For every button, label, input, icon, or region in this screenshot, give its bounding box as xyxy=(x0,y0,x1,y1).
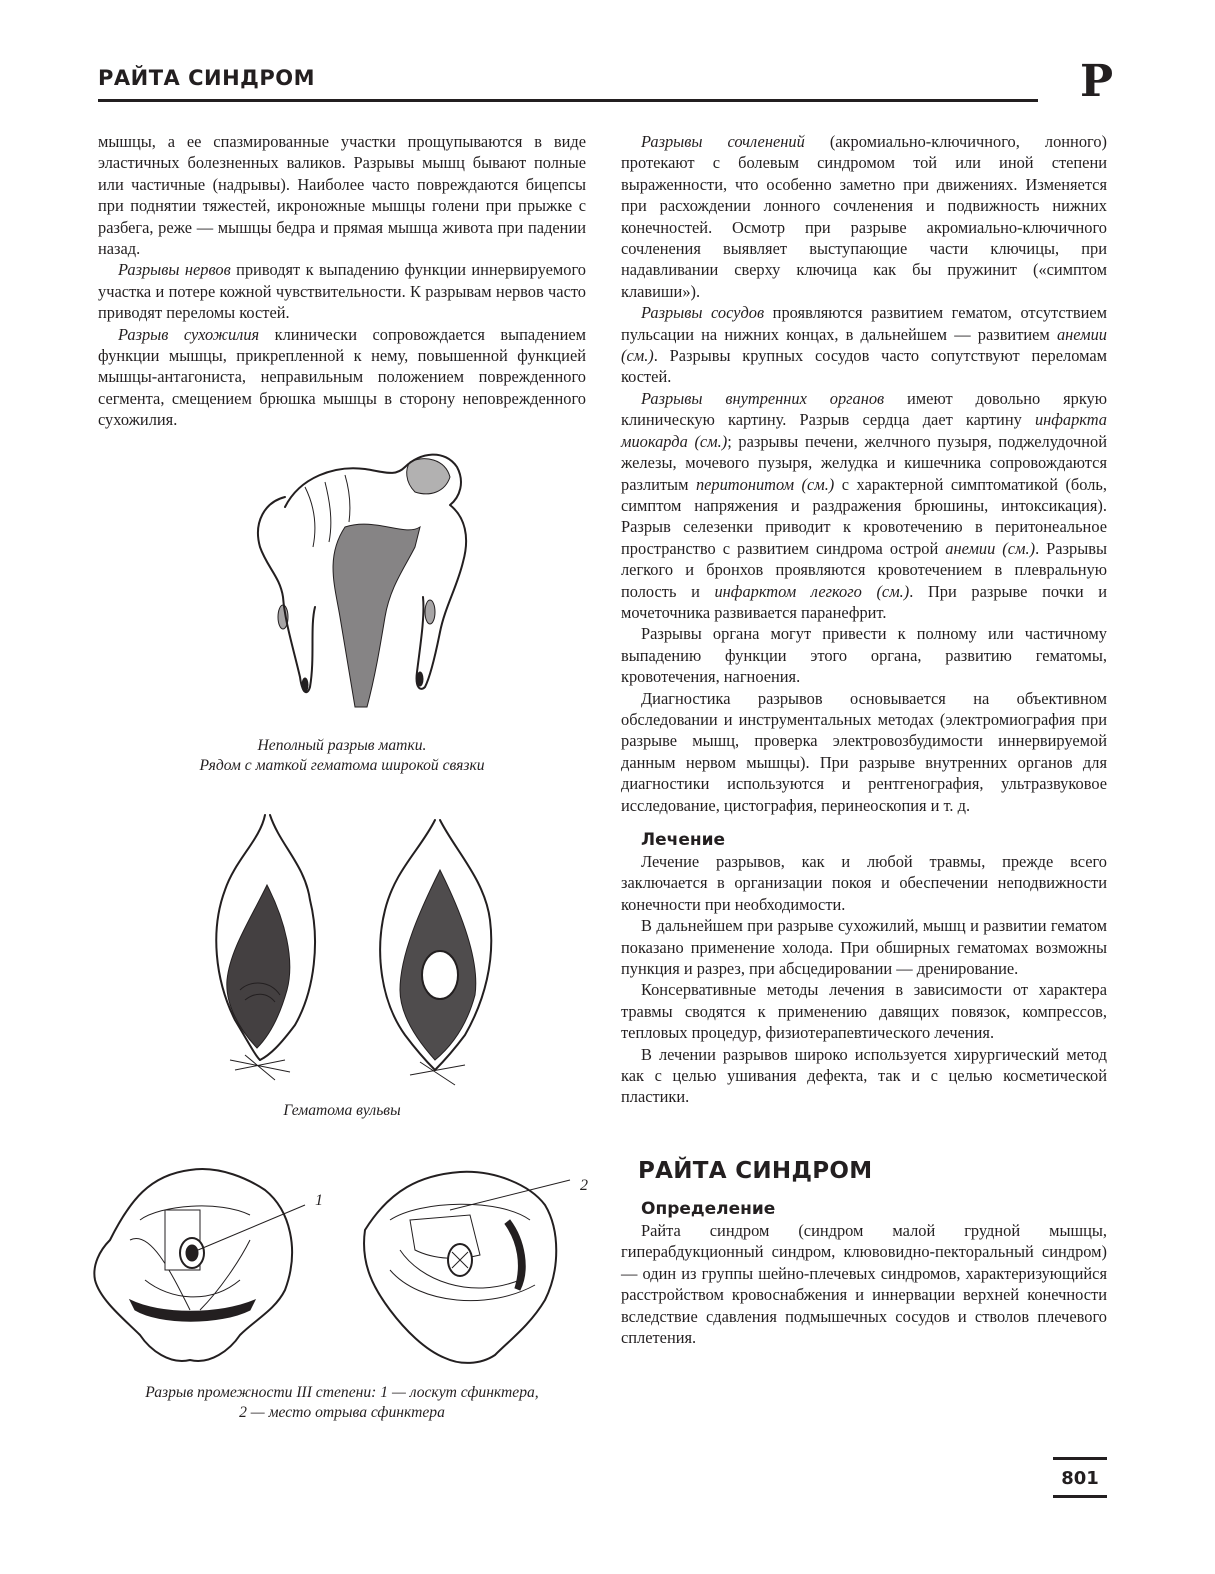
paragraph-organ-loss: Разрывы органа могут привести к полному или частичному выпадению функции этого органа, развитию гематомы, кровотечения, нагноения. xyxy=(621,624,1107,687)
running-head-title: РАЙТА СИНДРОМ xyxy=(98,66,316,90)
article-title: РАЙТА СИНДРОМ xyxy=(638,1157,873,1184)
paragraph-treatment-1: Лечение разрывов, как и любой травмы, прежде всего заключается в организации покоя и обеспечении неподвижности конечности при необходимости. xyxy=(621,852,1107,914)
perineum-left-drawing xyxy=(94,1169,323,1361)
vulvar-hematoma-illustration xyxy=(195,810,525,1090)
paragraph-tendon: Разрыв сухожилия клинически сопровождается выпадением функции мышцы, прикрепленной к нему, повышенной функцией мышцы-антагониста, неправильным положением поврежденного сегмента, смещением брюшка мышцы в сторону неповрежденного сухожилия. xyxy=(98,324,586,430)
label-2: 2 xyxy=(580,1177,588,1194)
ref-lung-infarction[interactable]: инфарктом легкого xyxy=(714,581,862,601)
page-number-box xyxy=(1053,1457,1107,1498)
term-nerves: Разрывы нервов xyxy=(118,260,231,280)
page-number-rule-bottom xyxy=(1053,1495,1107,1498)
paragraph-treatment-4: В лечении разрывов широко используется хирургический метод как с целью ушивания дефекта, так и с целью косметической пластики. xyxy=(621,1044,1107,1107)
figure-perineal-tear xyxy=(90,1160,610,1370)
heading-definition: Определение xyxy=(641,1198,776,1219)
paragraph-nerves: Разрывы нервов приводят к выпадению функции иннервируемого участка и потере кожной чувствительности. К разрывам нервов часто приводят переломы костей. xyxy=(98,260,586,323)
page-number: 801 xyxy=(1061,1468,1099,1489)
perineal-tear-illustration xyxy=(90,1160,610,1370)
term-internal-organs: Разрывы внутренних органов xyxy=(641,388,885,408)
ref-anemia[interactable]: анемии xyxy=(1056,324,1107,344)
paragraph-vessels: Разрывы сосудов проявляются развитием гематом, отсутствием пульсации на нижних концах, в дальнейшем — развитием анемии (см.). Разрывы крупных сосудов часто сопутствуют переломам костей. xyxy=(621,303,1107,387)
ref-anemia-2[interactable]: анемии xyxy=(945,538,996,558)
section-letter: Р xyxy=(1080,56,1114,107)
term-joints: Разрывы сочленений xyxy=(641,132,805,151)
term-vessels: Разрывы сосудов xyxy=(641,303,765,323)
right-column xyxy=(621,131,1107,1348)
ref-peritonitis[interactable]: перитонитом xyxy=(695,474,795,494)
paragraph-muscles: мышцы, а ее спазмированные участки прощупываются в виде эластичных болезненных валиков. Разрывы мышц бывают полные или частичные (надрывы). Наиболее часто повреждаются бицепсы при поднятии тяжестей, икроножные мышцы голени при прыжке с разбега, реже — мышцы бедра и прямая мышца живота при падении назад. xyxy=(98,132,586,259)
vulva-left-drawing xyxy=(216,815,315,1080)
left-column xyxy=(98,131,586,431)
paragraph-treatment-2: В дальнейшем при разрыве сухожилий, мышц и развитии гематом показано применение холода. При обширных гематомах возможны пункция и разрез, при абсцедировании — дренирование. xyxy=(621,916,1107,979)
label-1: 1 xyxy=(315,1192,323,1209)
caption-vulvar-hematoma: Гематома вульвы xyxy=(283,1102,401,1119)
paragraph-joints: Разрывы сочленений (акромиально-ключичного, лонного) протекают с болевым синдромом той или иной степени выраженности, что особенно заметно при движениях. Изменяется при расхождении лонного сочленения и подвижность нижних конечностей. Осмотр при разрыве акромиально-ключичного сочленения выявляет выступающие части ключицы, при надавливании сверху ключица как бы пружинит («симптом клавиши»). xyxy=(621,132,1107,301)
uterus-illustration xyxy=(245,447,475,717)
term-tendon: Разрыв сухожилия xyxy=(118,324,260,344)
perineum-right-drawing xyxy=(364,1172,588,1363)
vulva-right-drawing xyxy=(380,820,491,1085)
paragraph-internal-organs: Разрывы внутренних органов имеют довольно яркую клиническую картину. Разрыв сердца дает картину инфаркта миокарда (см.); разрывы печени, желчного пузыря, поджелудочной железы, мочевого пузыря, желудка и кишечника сопровождаются разлитым перитонитом (см.) с характерной симптоматикой (боль, симптом напряжения и раздражения брюшины, интоксикация). Разрыв селезенки приводит к кровотечению в перитонеальное пространство с развитием синдрома острой анемии (см.). Разрывы легкого и бронхов проявляются кровотечением в плевральную полость и инфарктом легкого (см.). При разрыве почки и мочеточника развивается паранефрит. xyxy=(621,388,1108,622)
figure-vulvar-hematoma xyxy=(195,810,525,1090)
figure-uterus-rupture xyxy=(245,447,475,717)
caption-uterus-rupture: Неполный разрыв матки. Рядом с маткой гематома широкой связки xyxy=(199,737,485,774)
caption-perineal-tear: Разрыв промежности III степени: 1 — лоскут сфинктера, 2 — место отрыва сфинктера xyxy=(145,1384,539,1421)
header-rule xyxy=(98,99,1038,102)
paragraph-diagnostics: Диагностика разрывов основывается на объективном обследовании и инструментальных методах (электромиография при разрыве мышц, проверка электровозбудимости иннервируемой данным нервом мышцы). При разрыве внутренних органов для диагностики используются и рентгенография, ультразвуковое исследование, цистография, перинеоскопия и т. д. xyxy=(621,688,1107,815)
heading-treatment: Лечение xyxy=(641,830,726,850)
paragraph-definition: Райта синдром (синдром малой грудной мышцы, гиперабдукционный синдром, клювовидно-пекторальный синдром) — один из группы шейно-плечевых синдромов, характеризующийся расстройством кровоснабжения и иннервации верхней конечности вследствие сдавления подмышечных сосудов и стволов плечевого сплетения. xyxy=(621,1220,1107,1347)
paragraph-treatment-3: Консервативные методы лечения в зависимости от характера травмы сводятся к применению давящих повязок, компрессов, тепловых процедур, физиотерапевтического лечения. xyxy=(621,980,1107,1043)
ref-myocardial-infarction[interactable]: инфаркта миокарда xyxy=(621,410,1107,451)
